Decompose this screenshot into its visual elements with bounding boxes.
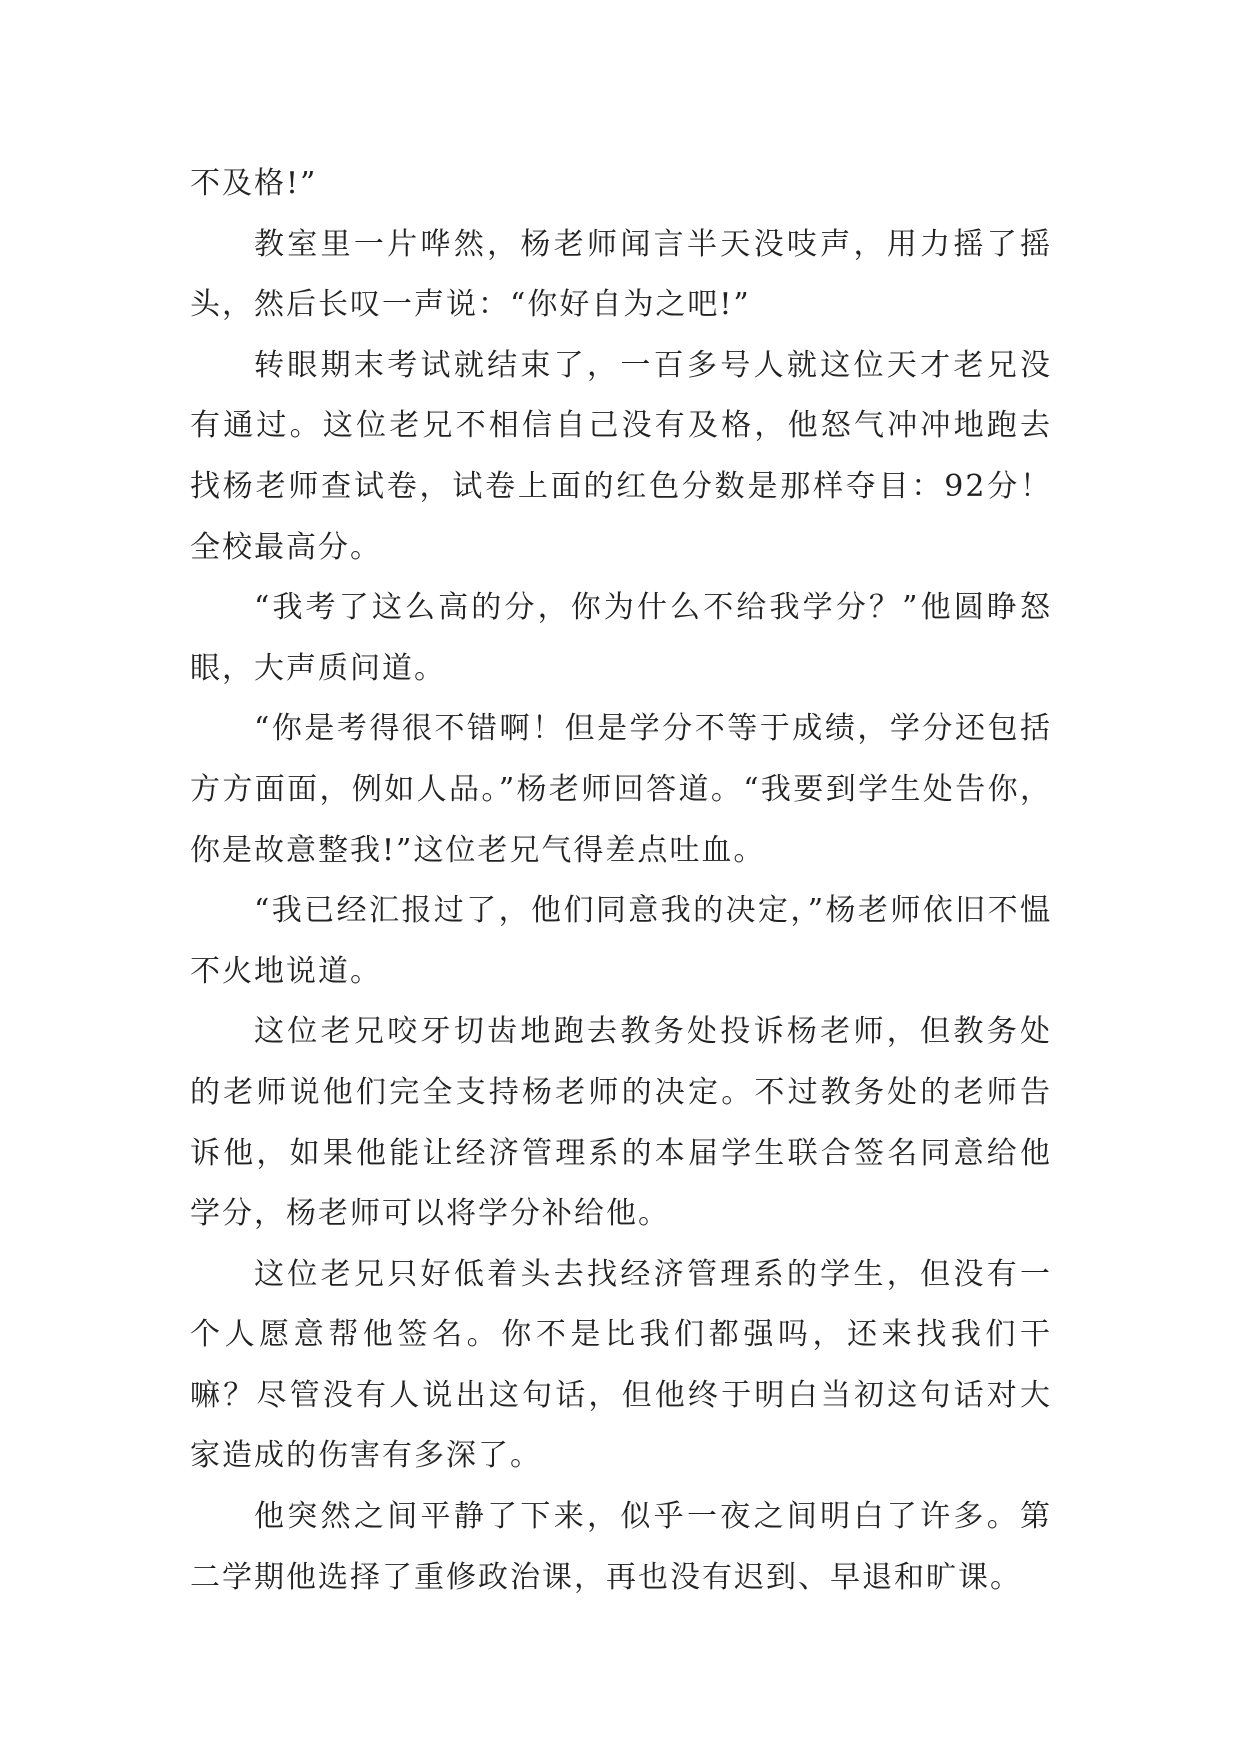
paragraph-5: “你是考得很不错啊！但是学分不等于成绩，学分还包括方方面面，例如人品。”杨老师回答道。“我要到学生处告你，你是故意整我!”这位老兄气得差点吐血。: [190, 711, 1052, 868]
paragraph-1: 不及格!”: [190, 166, 318, 201]
paragraph-7: 这位老兄咬牙切齿地跑去教务处投诉杨老师，但教务处的老师说他们完全支持杨老师的决定。不过教务处的老师告诉他，如果他能让经济管理系的本届学生联合签名同意给他学分，杨老师可以将学分补给他。: [190, 1014, 1052, 1232]
paragraph-2: 教室里一片哗然，杨老师闻言半天没吱声，用力摇了摇头，然后长叹一声说：“你好自为之吧!”: [190, 226, 1052, 323]
paragraph-6: “我已经汇报过了，他们同意我的决定，”杨老师依旧不愠不火地说道。: [190, 893, 1052, 989]
document-body: [190, 154, 1052, 1608]
paragraph-8: 这位老兄只好低着头去找经济管理系的学生，但没有一个人愿意帮他签名。你不是比我们都强吗，还来找我们干嘛？尽管没有人说出这句话，但他终于明白当初这句话对大家造成的伤害有多深了。: [190, 1256, 1052, 1474]
paragraph-3: 转眼期末考试就结束了，一百多号人就这位天才老兄没有通过。这位老兄不相信自己没有及格，他怒气冲冲地跑去找杨老师查试卷，试卷上面的红色分数是那样夺目：92分！全校最高分。: [190, 347, 1052, 565]
paragraph-9: 他突然之间平静了下来，似乎一夜之间明白了许多。第二学期他选择了重修政治课，再也没有迟到、早退和旷课。: [190, 1499, 1052, 1595]
paragraph-4: “我考了这么高的分，你为什么不给我学分？”他圆睁怒眼，大声质问道。: [190, 590, 1052, 686]
